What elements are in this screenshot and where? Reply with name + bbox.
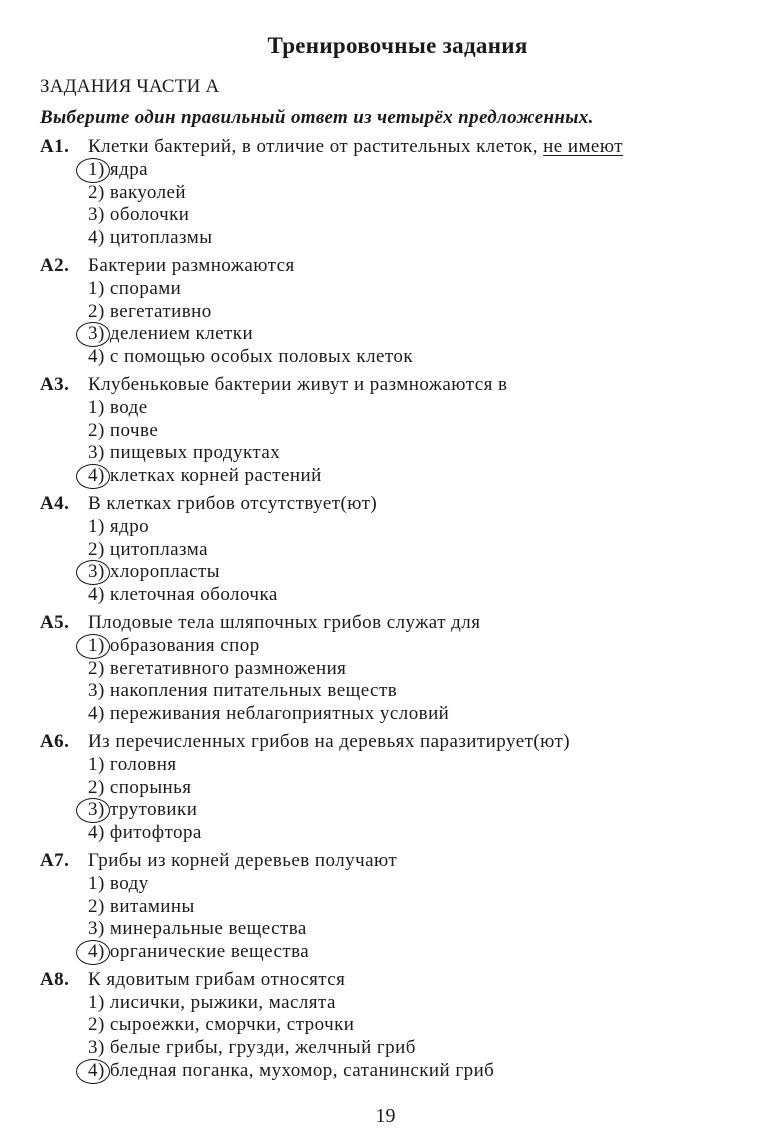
question-7 — [40, 850, 760, 964]
answer-option — [40, 278, 760, 301]
option-text: 1) спорами — [88, 277, 182, 299]
option-text: 3) накопления питательных веществ — [88, 680, 398, 702]
answer-option — [40, 635, 760, 658]
question-line — [40, 850, 760, 873]
option-text: 1) образования спор — [88, 634, 260, 656]
answer-option — [40, 584, 760, 607]
question-3 — [40, 374, 760, 488]
question-label: А2. — [40, 254, 70, 276]
answer-option — [40, 1014, 760, 1037]
question-line — [40, 969, 760, 992]
option-text: 2) цитоплазма — [88, 538, 208, 560]
answer-option — [40, 1060, 760, 1083]
question-8 — [40, 969, 760, 1083]
answer-option — [40, 420, 760, 443]
question-text: Клубеньковые бактерии живут и размножаются в — [88, 373, 508, 395]
option-text: 4) фитофтора — [88, 822, 202, 844]
answer-option — [40, 397, 760, 420]
option-text: 4) клетках корней растений — [88, 465, 322, 487]
option-text: 2) почве — [88, 419, 159, 441]
answer-option — [40, 159, 760, 182]
option-text: 4) с помощью особых половых клеток — [88, 346, 414, 368]
answer-option — [40, 896, 760, 919]
question-line — [40, 374, 760, 397]
answer-option — [40, 516, 760, 539]
question-text-underlined: не имеют — [543, 136, 623, 157]
question-line — [40, 612, 760, 635]
question-label: А5. — [40, 611, 70, 633]
answer-option — [40, 658, 760, 681]
answer-option — [40, 703, 760, 726]
question-text: Из перечисленных грибов на деревьях паразитирует(ют) — [88, 730, 571, 752]
answer-circle-mark — [76, 634, 110, 659]
option-text: 1) ядра — [88, 158, 149, 180]
question-2 — [40, 255, 760, 369]
question-text: Бактерии размножаются — [88, 254, 295, 276]
answer-option — [40, 442, 760, 465]
answer-option — [40, 465, 760, 488]
question-label: А8. — [40, 968, 70, 990]
question-text: В клетках грибов отсутствует(ют) — [88, 492, 378, 514]
option-text: 1) воде — [88, 396, 148, 418]
option-text: 1) воду — [88, 872, 149, 894]
answer-option — [40, 873, 760, 896]
answer-option — [40, 182, 760, 205]
question-list — [40, 136, 760, 1088]
answer-option — [40, 346, 760, 369]
answer-option — [40, 323, 760, 346]
answer-option — [40, 799, 760, 822]
question-label: А4. — [40, 492, 70, 514]
answer-circle-mark — [76, 940, 110, 965]
part-heading: ЗАДАНИЯ ЧАСТИ А — [40, 76, 220, 97]
question-1 — [40, 136, 760, 250]
answer-option — [40, 822, 760, 845]
instruction: Выберите один правильный ответ из четырёх предложенных. — [40, 107, 594, 128]
question-line — [40, 731, 760, 754]
page-title: Тренировочные задания — [267, 33, 528, 58]
option-text: 3) минеральные вещества — [88, 918, 307, 940]
question-text: Клетки бактерий, в отличие от растительных клеток, — [88, 136, 544, 157]
answer-option — [40, 301, 760, 324]
answer-circle-mark — [76, 158, 110, 183]
option-text: 4) клеточная оболочка — [88, 584, 278, 606]
answer-option — [40, 918, 760, 941]
option-text: 3) белые грибы, грузди, желчный гриб — [88, 1037, 416, 1059]
option-text: 1) головня — [88, 753, 177, 775]
answer-circle-mark — [76, 1059, 110, 1084]
option-text: 2) сыроежки, сморчки, строчки — [88, 1014, 355, 1036]
question-label: А1. — [40, 136, 70, 157]
option-text: 3) пищевых продуктах — [88, 442, 281, 464]
answer-option — [40, 227, 760, 250]
page-number: 19 — [375, 1105, 396, 1127]
option-text: 3) хлоропласты — [88, 561, 220, 583]
answer-option — [40, 204, 760, 227]
option-text: 3) делением клетки — [88, 323, 254, 345]
question-label: А7. — [40, 849, 70, 871]
answer-option — [40, 1037, 760, 1060]
question-5 — [40, 612, 760, 726]
question-line — [40, 493, 760, 516]
option-text: 2) вегетативного размножения — [88, 657, 347, 679]
answer-option — [40, 777, 760, 800]
question-label: А3. — [40, 373, 70, 395]
answer-option — [40, 754, 760, 777]
option-text: 3) трутовики — [88, 799, 198, 821]
option-text: 4) органические вещества — [88, 941, 310, 963]
answer-circle-mark — [76, 464, 110, 489]
option-text: 1) лисички, рыжики, маслята — [88, 991, 336, 1013]
option-text: 4) бледная поганка, мухомор, сатанинский гриб — [88, 1060, 495, 1082]
question-label: А6. — [40, 730, 70, 752]
option-text: 2) вакуолей — [88, 181, 187, 203]
option-text: 1) ядро — [88, 515, 150, 537]
option-text: 2) вегетативно — [88, 300, 212, 322]
question-text: Плодовые тела шляпочных грибов служат для — [88, 611, 481, 633]
option-text: 3) оболочки — [88, 204, 190, 226]
question-line — [40, 255, 760, 278]
option-text: 2) витамины — [88, 895, 195, 917]
option-text: 4) цитоплазмы — [88, 227, 213, 249]
question-text: К ядовитым грибам относятся — [88, 968, 346, 990]
question-4 — [40, 493, 760, 607]
answer-option — [40, 680, 760, 703]
answer-option — [40, 992, 760, 1015]
question-6 — [40, 731, 760, 845]
question-line — [40, 136, 760, 159]
answer-option — [40, 539, 760, 562]
answer-option — [40, 561, 760, 584]
question-text: Грибы из корней деревьев получают — [88, 849, 398, 871]
answer-option — [40, 941, 760, 964]
option-text: 4) переживания неблагоприятных условий — [88, 703, 450, 725]
option-text: 2) спорынья — [88, 776, 192, 798]
